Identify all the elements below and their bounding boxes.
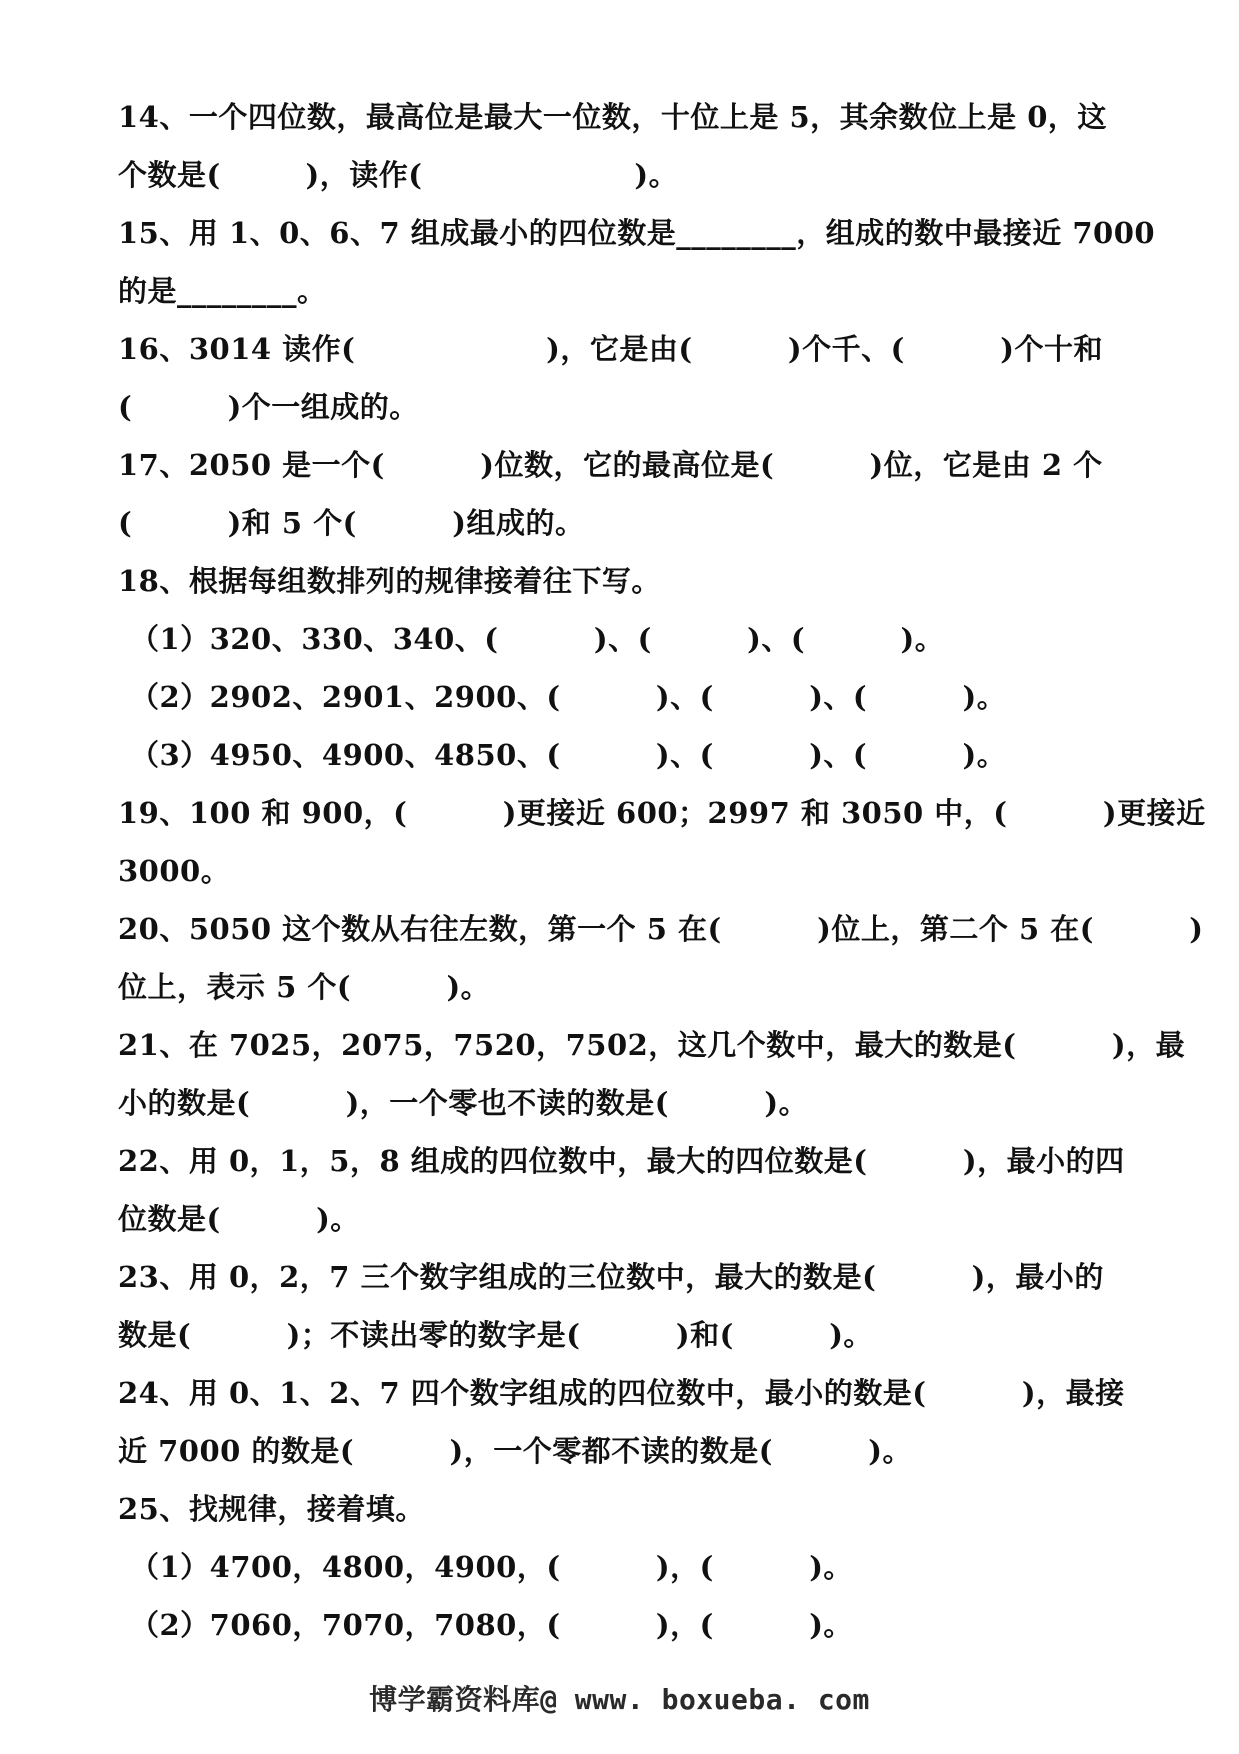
q24-line2: 近 7000 的数是( )，一个零都不读的数是( )。 [118,1434,913,1468]
q14-line2: 个数是( )，读作( )。 [118,158,679,192]
q15-line1: 15、用 1、0、6、7 组成最小的四位数是________，组成的数中最接近 7000 [118,216,1156,250]
q14-line1: 14、一个四位数，最高位是最大一位数，十位上是 5，其余数位上是 0，这 [118,100,1107,134]
q18-item-3: （3）4950、4900、4850、( )、( )、( )。 [130,738,1007,772]
q25-item-2: （2）7060，7070，7080，( )，( )。 [130,1608,853,1642]
q23-line2: 数是( )；不读出零的数字是( )和( )。 [118,1318,873,1352]
worksheet-page [118,88,1206,1654]
q18-item-1: （1）320、330、340、( )、( )、( )。 [130,622,945,656]
q17-line2: ( )和 5 个( )组成的。 [118,506,585,540]
q23-line1: 23、用 0，2，7 三个数字组成的三位数中，最大的数是( )，最小的 [118,1260,1104,1294]
q19-line2: 3000。 [118,854,231,888]
q18-item-2: （2）2902、2901、2900、( )、( )、( )。 [130,680,1007,714]
q22-line1: 22、用 0，1，5，8 组成的四位数中，最大的四位数是( )，最小的四 [118,1144,1125,1178]
q25-item-1: （1）4700，4800，4900，( )，( )。 [130,1550,853,1584]
q21-line2: 小的数是( )，一个零也不读的数是( )。 [118,1086,809,1120]
q20-line2: 位上，表示 5 个( )。 [118,970,491,1004]
q22-line2: 位数是( )。 [118,1202,360,1236]
q24-line1: 24、用 0、1、2、7 四个数字组成的四位数中，最小的数是( )，最接 [118,1376,1125,1410]
q18-line1: 18、根据每组数排列的规律接着往下写。 [118,564,661,598]
q19-line1: 19、100 和 900，( )更接近 600；2997 和 3050 中，( )更接近 [118,796,1206,830]
q16-line2: ( )个一组成的。 [118,390,419,424]
q20-line1: 20、5050 这个数从右往左数，第一个 5 在( )位上，第二个 5 在( ) [118,912,1204,946]
q25-line1: 25、找规律，接着填。 [118,1492,425,1526]
q21-line1: 21、在 7025，2075，7520，7502，这几个数中，最大的数是( )，最 [118,1028,1186,1062]
watermark-footer: 博学霸资料库@ www. boxueba. com [369,1683,870,1716]
q16-line1: 16、3014 读作( )，它是由( )个千、( )个十和 [118,332,1103,366]
q17-line1: 17、2050 是一个( )位数，它的最高位是( )位，它是由 2 个 [118,448,1103,482]
q15-line2: 的是________。 [118,274,327,308]
